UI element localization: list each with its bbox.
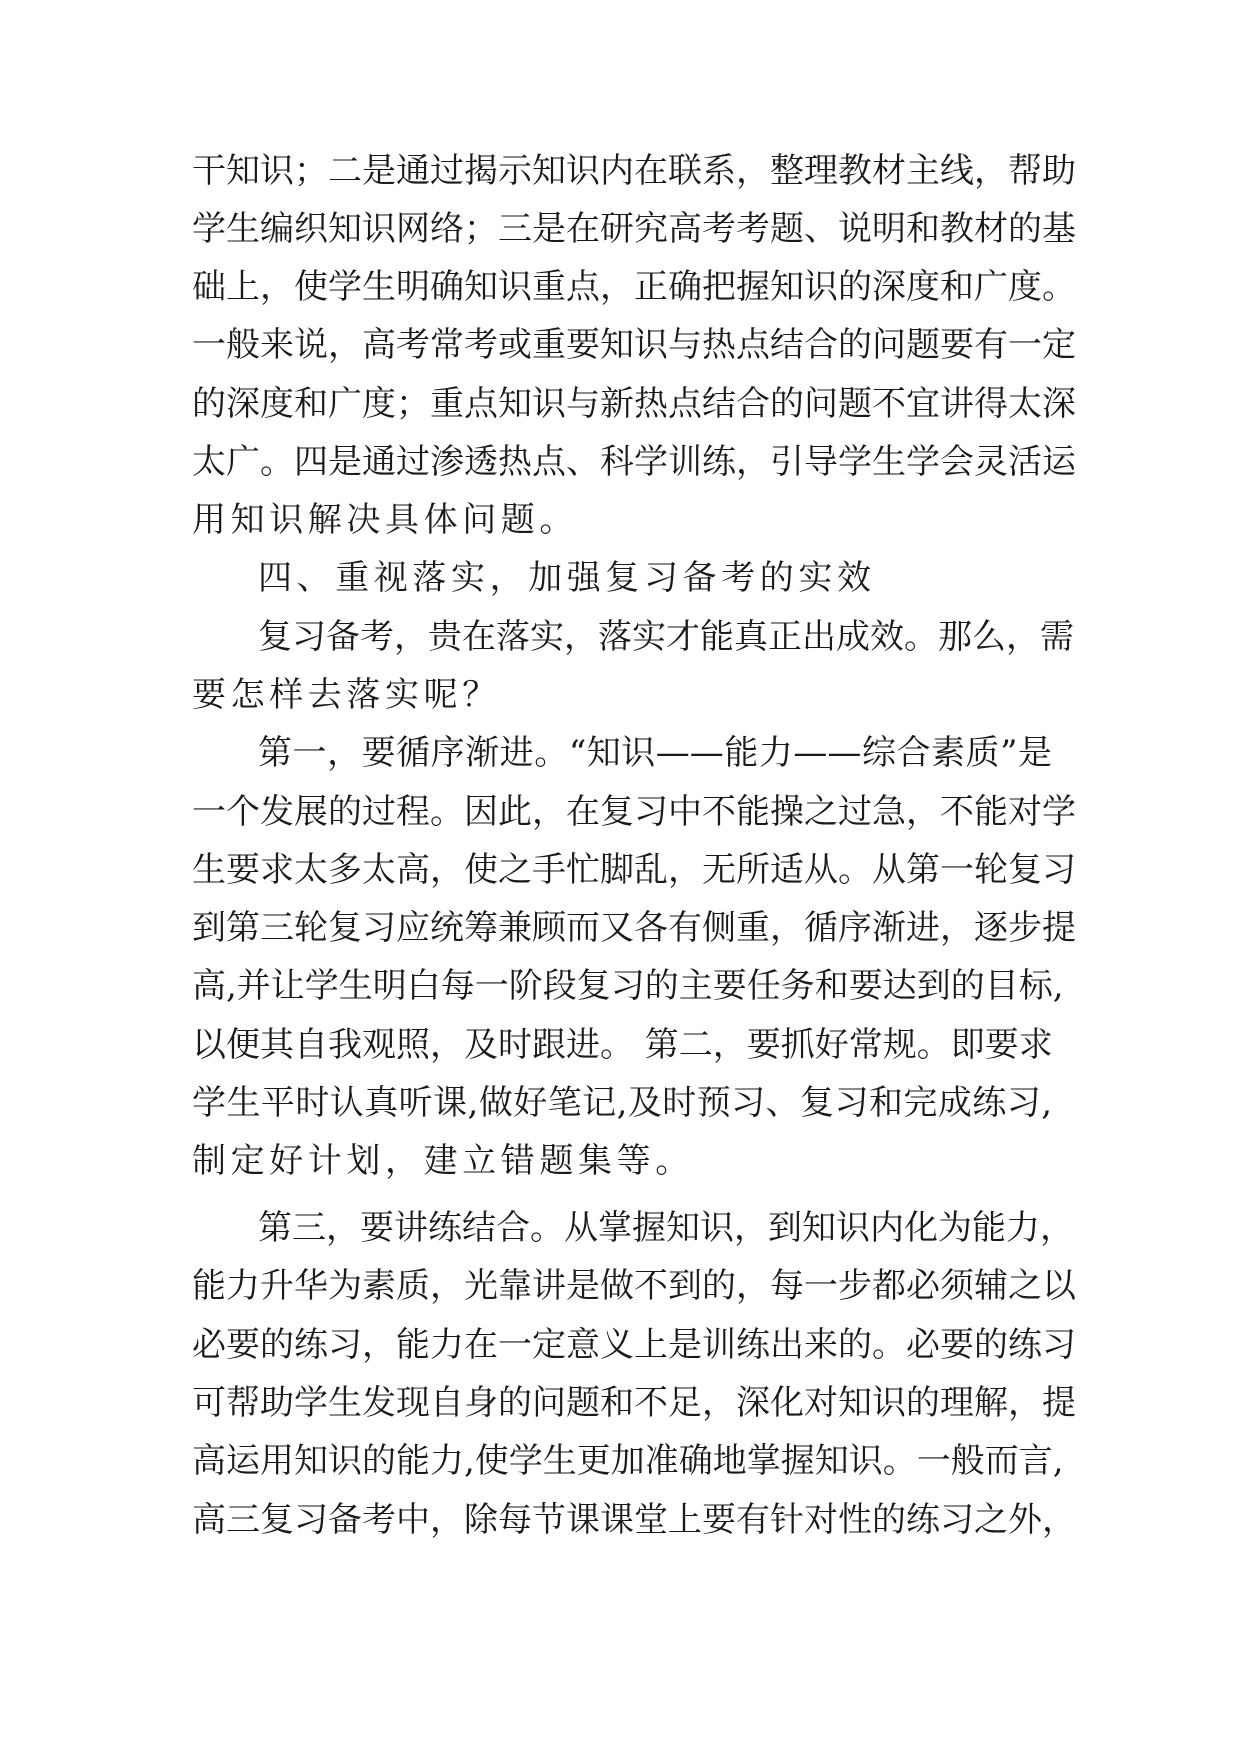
body-text-line: 础上，使学生明确知识重点，正确把握知识的深度和广度。 bbox=[192, 267, 1076, 307]
body-text-line: 以便其自我观照，及时跟进。 第二，要抓好常规。即要求 bbox=[192, 1025, 1053, 1065]
body-text-line: 能力升华为素质，光靠讲是做不到的，每一步都必须辅之以 bbox=[192, 1266, 1076, 1306]
body-text-line: 到第三轮复习应统筹兼顾而又各有侧重，循序渐进，逐步提 bbox=[192, 908, 1076, 948]
body-text-line: 要怎样去落实呢？ bbox=[192, 675, 501, 715]
body-text-line: 一般来说，高考常考或重要知识与热点结合的问题要有一定 bbox=[192, 325, 1076, 365]
body-text-line: 制定好计划，建立错题集等。 bbox=[192, 1141, 694, 1181]
body-text-line: 干知识；二是通过揭示知识内在联系，整理教材主线，帮助 bbox=[192, 151, 1076, 191]
body-text-line: 可帮助学生发现自身的问题和不足，深化对知识的理解，提 bbox=[192, 1383, 1076, 1423]
body-text-line: 高运用知识的能力,使学生更加准确地掌握知识。一般而言, bbox=[192, 1441, 1064, 1481]
body-text-line: 用知识解决具体问题。 bbox=[192, 500, 578, 540]
body-text-line: 必要的练习，能力在一定意义上是训练出来的。必要的练习 bbox=[192, 1325, 1076, 1365]
body-text-line: 高,并让学生明白每一阶段复习的主要任务和要达到的目标, bbox=[192, 966, 1064, 1006]
body-text-line: 第一，要循序渐进。“知识——能力——综合素质”是 bbox=[258, 733, 1052, 773]
section-heading: 四、重视落实，加强复习备考的实效 bbox=[258, 558, 876, 598]
body-text-line: 一个发展的过程。因此，在复习中不能操之过急，不能对学 bbox=[192, 792, 1076, 832]
body-text-line: 学生平时认真听课,做好笔记,及时预习、复习和完成练习, bbox=[192, 1083, 1052, 1123]
body-text-line: 学生编织知识网络；三是在研究高考考题、说明和教材的基 bbox=[192, 209, 1076, 249]
body-text-line: 太广。四是通过渗透热点、科学训练，引导学生学会灵活运 bbox=[192, 442, 1076, 482]
body-text-line: 复习备考，贵在落实，落实才能真正出成效。那么，需 bbox=[258, 617, 1074, 657]
body-text-line: 生要求太多太高，使之手忙脚乱，无所适从。从第一轮复习 bbox=[192, 850, 1076, 890]
body-text-line: 高三复习备考中，除每节课课堂上要有针对性的练习之外， bbox=[192, 1500, 1076, 1540]
body-text-line: 第三，要讲练结合。从掌握知识，到知识内化为能力， bbox=[258, 1208, 1074, 1248]
body-text-line: 的深度和广度；重点知识与新热点结合的问题不宜讲得太深 bbox=[192, 384, 1076, 424]
